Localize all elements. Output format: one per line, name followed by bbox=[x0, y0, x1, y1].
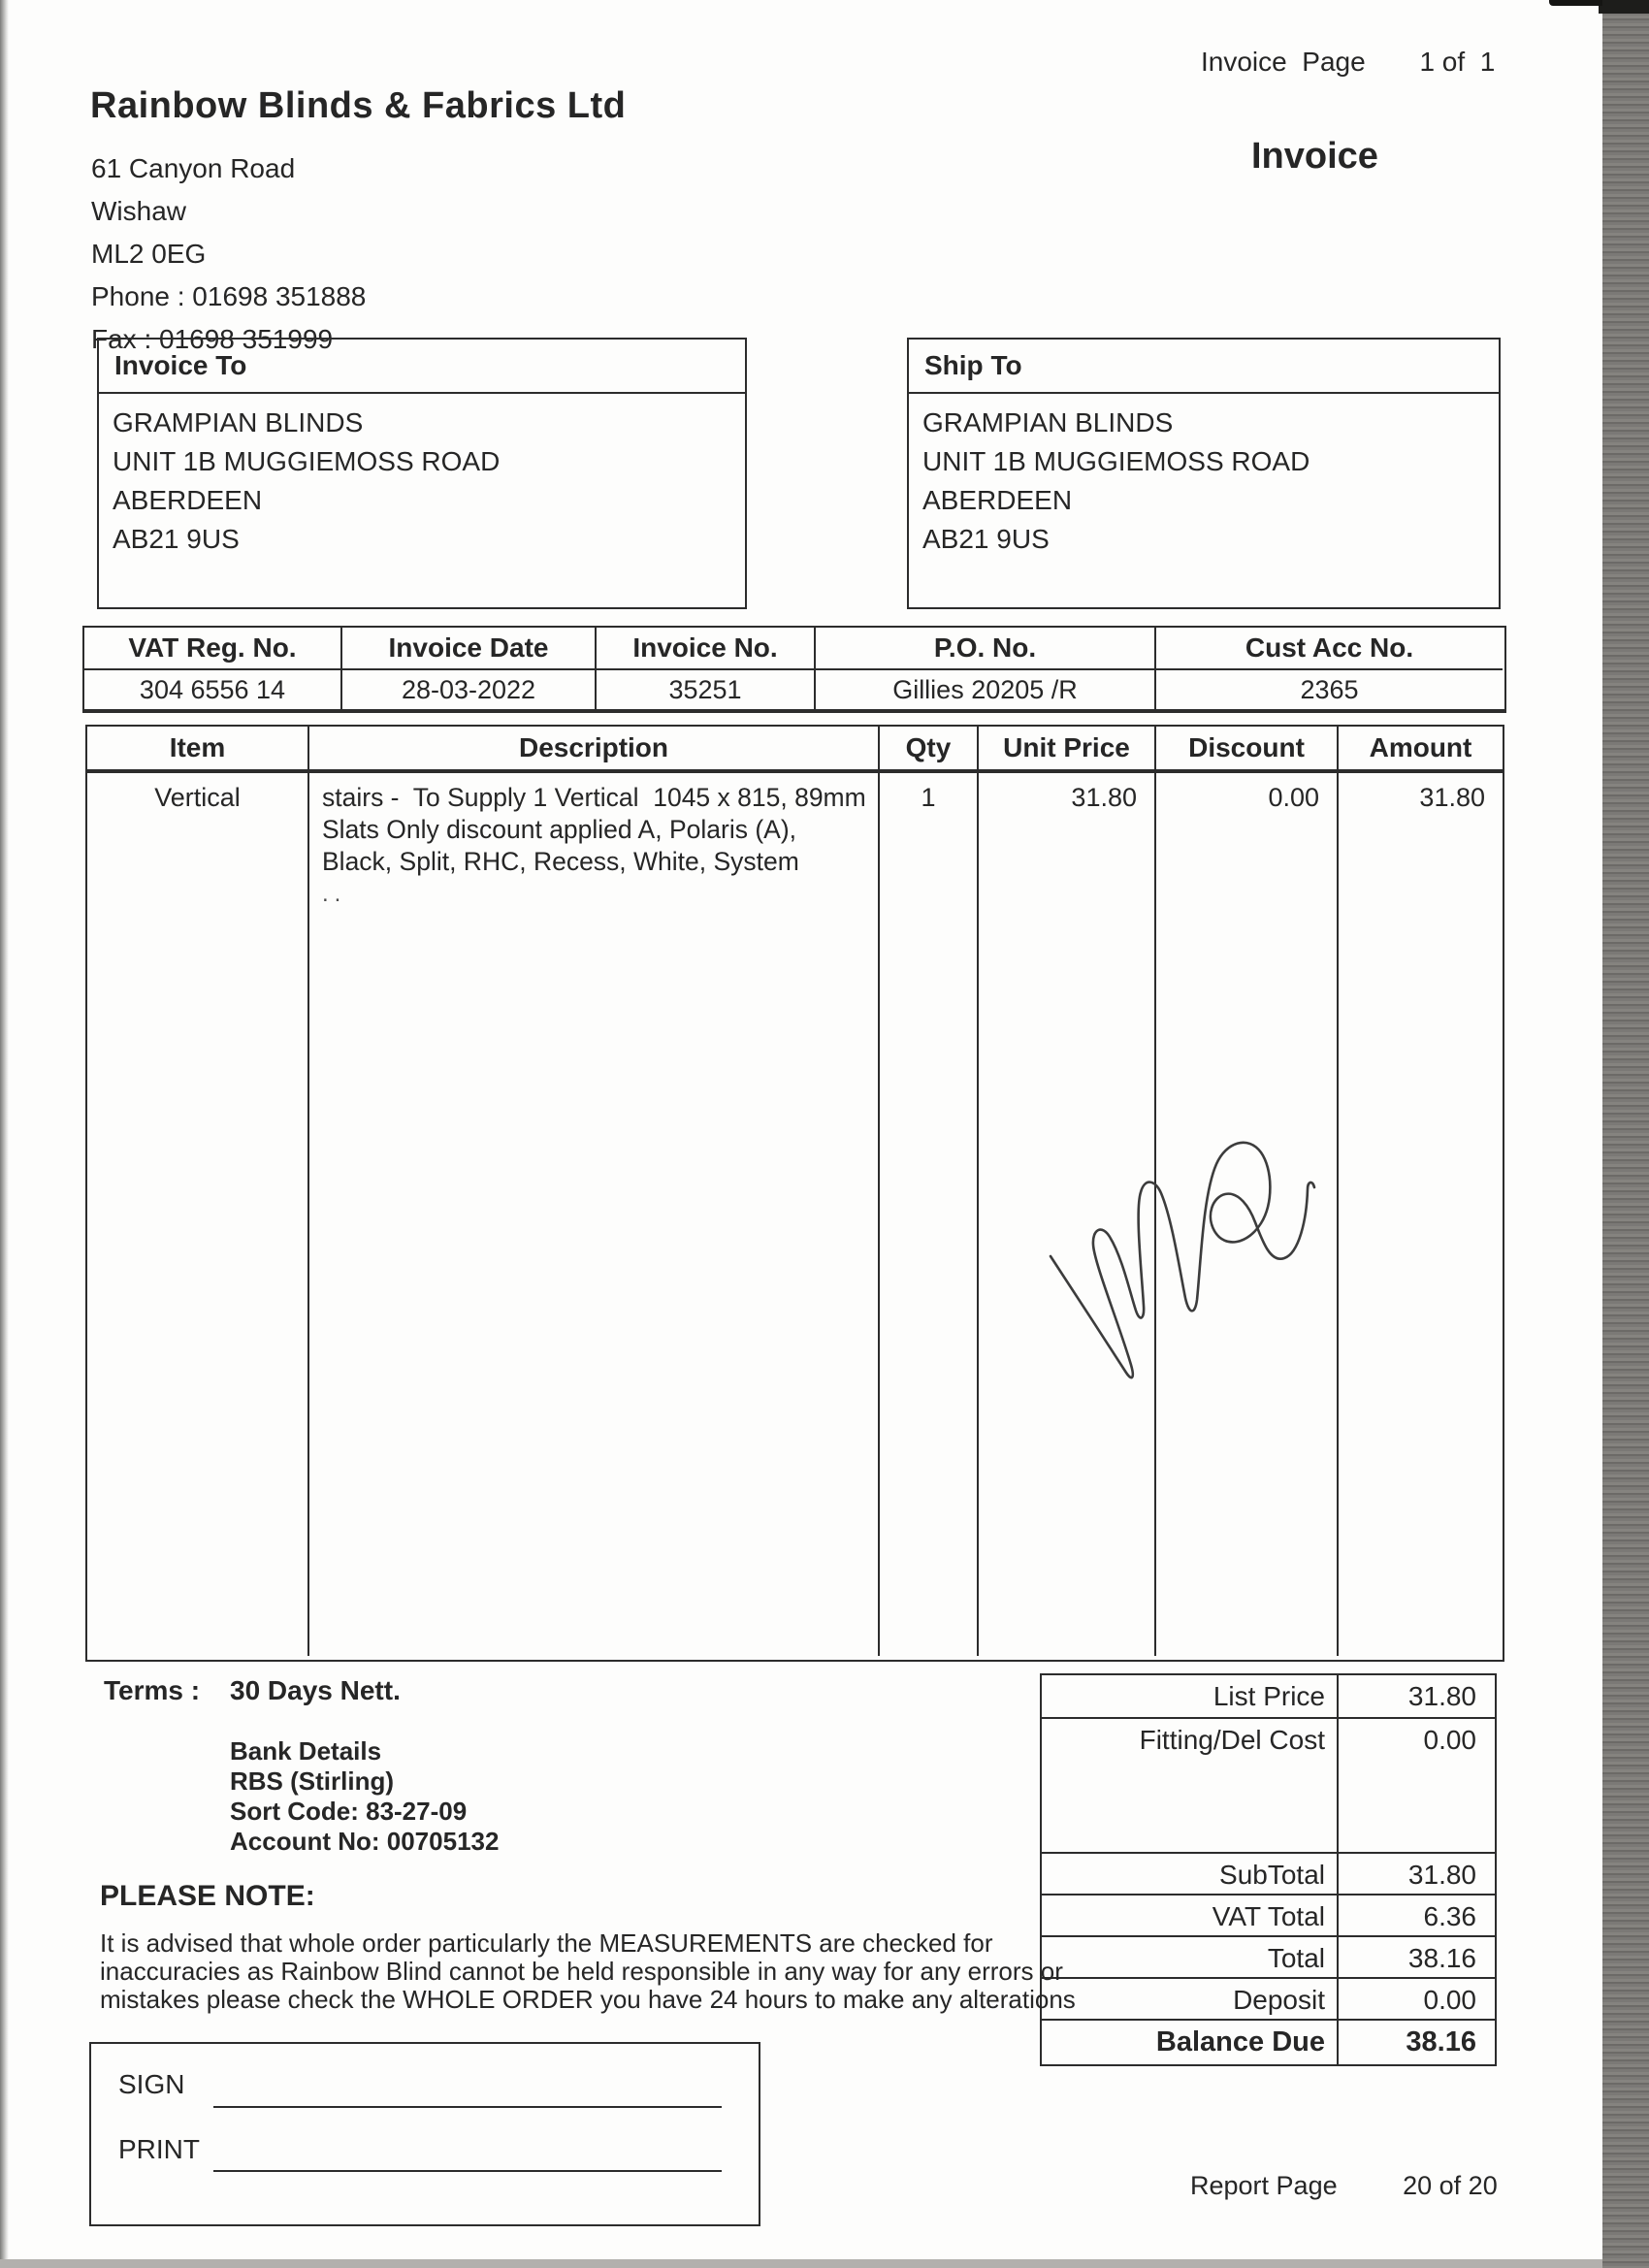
address-line: AB21 9US bbox=[922, 524, 1050, 554]
description-cell bbox=[309, 773, 880, 1656]
meta-header-cell: Invoice No. bbox=[597, 628, 816, 670]
meta-value-cell: 28-03-2022 bbox=[342, 670, 597, 709]
print-label: PRINT bbox=[118, 2134, 200, 2164]
bank-details-line: Account No: 00705132 bbox=[230, 1827, 500, 1856]
totals-label: Balance Due bbox=[1155, 2026, 1325, 2057]
description-line: Slats Only discount applied A, Polaris (A), bbox=[322, 815, 797, 844]
invoice-page-value: 1 of 1 bbox=[1419, 47, 1496, 77]
address-line: GRAMPIAN BLINDS bbox=[113, 407, 364, 437]
company-address-line: Wishaw bbox=[91, 196, 187, 226]
note-paragraph bbox=[100, 1929, 1076, 2014]
items-header-cell: Description bbox=[309, 727, 880, 769]
bank-details-line: Bank Details bbox=[230, 1736, 382, 1766]
scan-edge-bottom bbox=[0, 2259, 1602, 2268]
company-address-line: 61 Canyon Road bbox=[91, 153, 296, 183]
address-line: GRAMPIAN BLINDS bbox=[922, 407, 1174, 437]
totals-row bbox=[1042, 1717, 1495, 1852]
address-line: ABERDEEN bbox=[113, 485, 263, 515]
meta-table bbox=[82, 626, 1506, 713]
totals-label: Total bbox=[1267, 1943, 1325, 1973]
items-header-cell: Qty bbox=[880, 727, 979, 769]
scan-edge-right bbox=[1602, 0, 1649, 2268]
items-header-cell: Item bbox=[87, 727, 309, 769]
company-address bbox=[91, 147, 366, 361]
terms-value: 30 Days Nett. bbox=[230, 1675, 401, 1705]
note-line: It is advised that whole order particularly the MEASUREMENTS are checked for bbox=[100, 1928, 993, 1958]
address-line: UNIT 1B MUGGIEMOSS ROAD bbox=[113, 446, 501, 476]
address-line: ABERDEEN bbox=[922, 485, 1073, 515]
totals-row-balance-due bbox=[1042, 2019, 1495, 2064]
totals-value: 6.36 bbox=[1337, 1895, 1495, 1935]
totals-label: Fitting/Del Cost bbox=[1139, 1725, 1325, 1755]
items-header-cell: Discount bbox=[1156, 727, 1339, 769]
totals-row bbox=[1042, 1935, 1495, 1977]
meta-header-cell: Invoice Date bbox=[342, 628, 597, 670]
company-address-line: ML2 0EG bbox=[91, 239, 207, 269]
page-title: Invoice bbox=[1251, 136, 1378, 177]
print-line bbox=[213, 2170, 722, 2172]
totals-value: 0.00 bbox=[1337, 1979, 1495, 2019]
qty-cell: 1 bbox=[880, 773, 979, 1656]
terms-label: Terms : bbox=[104, 1675, 201, 1705]
totals-row bbox=[1042, 1852, 1495, 1894]
ship-to-address bbox=[909, 394, 1499, 559]
description-line: Black, Split, RHC, Recess, White, System bbox=[322, 847, 799, 876]
address-line: UNIT 1B MUGGIEMOSS ROAD bbox=[922, 446, 1310, 476]
scan-edge-top-tip bbox=[1549, 0, 1602, 6]
description-line: stairs - To Supply 1 Vertical 1045 x 815, 89mm bbox=[322, 783, 866, 812]
meta-header-cell: Cust Acc No. bbox=[1156, 628, 1503, 670]
item-cell: Vertical bbox=[87, 773, 309, 1656]
ship-to-header: Ship To bbox=[909, 340, 1499, 394]
totals-value: 38.16 bbox=[1337, 1937, 1495, 1977]
note-line: mistakes please check the WHOLE ORDER you have 24 hours to make any alterations bbox=[100, 1985, 1076, 2014]
company-address-line: Fax : 01698 351999 bbox=[91, 324, 334, 354]
totals-label: SubTotal bbox=[1219, 1860, 1325, 1890]
note-heading: PLEASE NOTE: bbox=[100, 1880, 315, 1912]
items-table bbox=[85, 725, 1504, 1662]
totals-label: VAT Total bbox=[1212, 1901, 1325, 1931]
totals-row bbox=[1042, 1675, 1495, 1717]
sign-label: SIGN bbox=[118, 2069, 185, 2099]
items-table-header bbox=[87, 727, 1503, 773]
totals-label: Deposit bbox=[1233, 1985, 1325, 2015]
report-page-label: Report Page bbox=[1190, 2171, 1338, 2200]
amount-cell: 31.80 bbox=[1419, 783, 1485, 812]
address-line: AB21 9US bbox=[113, 524, 240, 554]
sign-print-box bbox=[89, 2042, 760, 2226]
discount-cell: 0.00 bbox=[1156, 773, 1339, 1656]
meta-header-cell: VAT Reg. No. bbox=[84, 628, 342, 670]
company-name: Rainbow Blinds & Fabrics Ltd bbox=[90, 85, 627, 126]
totals-value: 31.80 bbox=[1337, 1675, 1495, 1717]
invoice-page-label: Invoice Page bbox=[1201, 47, 1366, 77]
meta-value-cell: 35251 bbox=[597, 670, 816, 709]
ship-to-box bbox=[907, 338, 1501, 609]
scan-edge-right-top bbox=[1599, 0, 1649, 14]
items-table-row bbox=[87, 773, 1503, 1656]
company-address-line: Phone : 01698 351888 bbox=[91, 281, 367, 311]
bank-details-line: Sort Code: 83-27-09 bbox=[230, 1797, 468, 1826]
totals-value: 38.16 bbox=[1337, 2021, 1495, 2064]
totals-value: 0.00 bbox=[1337, 1719, 1495, 1852]
note-line: inaccuracies as Rainbow Blind cannot be held responsible in any way for any errors or bbox=[100, 1957, 1063, 1986]
totals-row bbox=[1042, 1977, 1495, 2019]
totals-value: 31.80 bbox=[1337, 1854, 1495, 1894]
unit-price-cell: 31.80 bbox=[979, 773, 1156, 1656]
invoice-page-indicator bbox=[1201, 47, 1495, 78]
bank-details-line: RBS (Stirling) bbox=[230, 1766, 394, 1796]
report-page-value: 20 of 20 bbox=[1403, 2171, 1498, 2200]
report-page-indicator bbox=[1190, 2171, 1498, 2201]
meta-value-cell: 304 6556 14 bbox=[84, 670, 342, 709]
meta-value-cell: Gillies 20205 /R bbox=[816, 670, 1156, 709]
totals-label: List Price bbox=[1212, 1681, 1325, 1711]
description-line: .. bbox=[322, 881, 347, 907]
bank-details bbox=[230, 1736, 499, 1857]
totals-box bbox=[1040, 1673, 1497, 2066]
scan-edge-left bbox=[0, 0, 9, 2268]
meta-header-cell: P.O. No. bbox=[816, 628, 1156, 670]
invoice-to-address bbox=[99, 394, 745, 559]
invoice-to-box bbox=[97, 338, 747, 609]
meta-value-cell: 2365 bbox=[1300, 674, 1359, 704]
totals-row bbox=[1042, 1894, 1495, 1935]
sign-line bbox=[213, 2106, 722, 2108]
invoice-to-header: Invoice To bbox=[99, 340, 745, 394]
items-header-cell: Amount bbox=[1369, 732, 1472, 762]
items-header-cell: Unit Price bbox=[979, 727, 1156, 769]
